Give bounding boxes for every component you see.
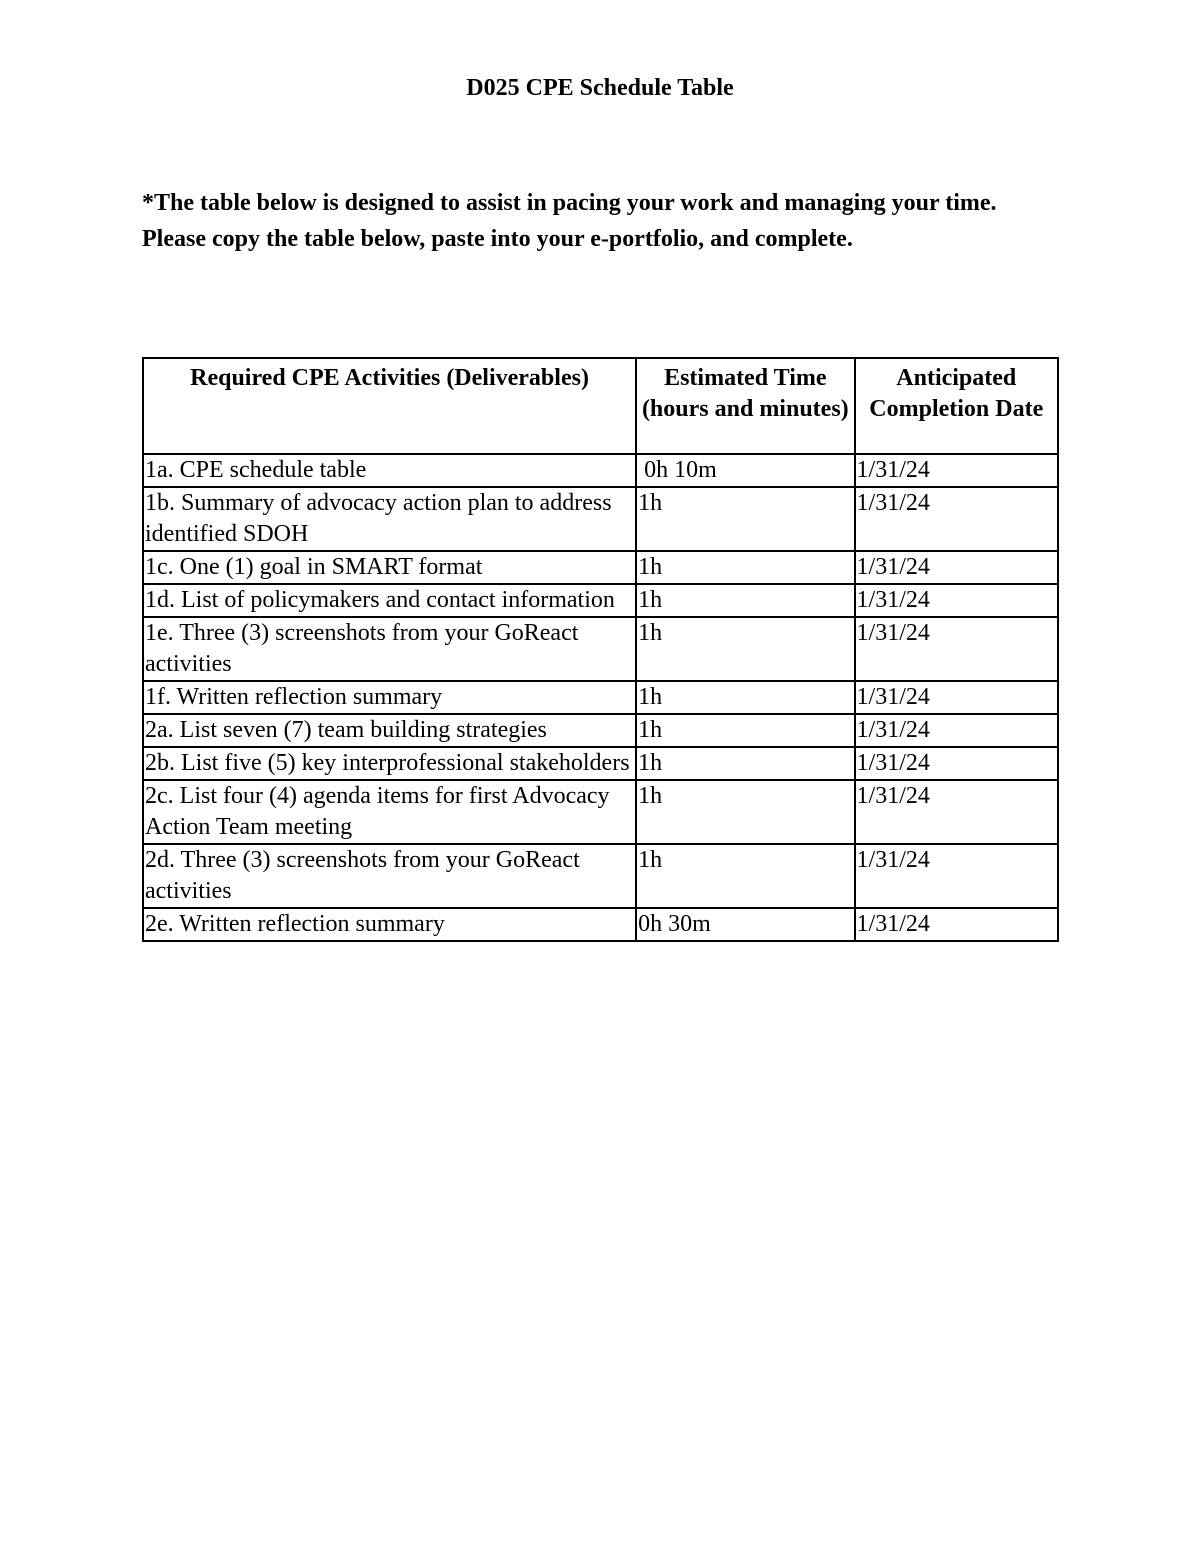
completion-date-cell: 1/31/24 <box>855 747 1058 780</box>
completion-date-cell: 1/31/24 <box>855 714 1058 747</box>
table-row <box>143 681 1058 714</box>
page-title: D025 CPE Schedule Table <box>466 75 734 101</box>
table-row <box>143 617 1058 681</box>
completion-date-cell: 1/31/24 <box>855 584 1058 617</box>
completion-date-cell: 1/31/24 <box>855 844 1058 908</box>
table-row <box>143 714 1058 747</box>
activity-cell: 1a. CPE schedule table <box>143 454 636 487</box>
estimated-time-cell: 1h <box>636 747 854 780</box>
estimated-time-cell: 1h <box>636 617 854 681</box>
estimated-time-cell: 0h 30m <box>636 908 854 941</box>
estimated-time-cell: 0h 10m <box>636 454 854 487</box>
header-activities: Required CPE Activities (Deliverables) <box>143 358 636 454</box>
activity-cell: 1d. List of policymakers and contact information <box>143 584 636 617</box>
table-row <box>143 454 1058 487</box>
completion-date-cell: 1/31/24 <box>855 454 1058 487</box>
table-row <box>143 584 1058 617</box>
table-row <box>143 908 1058 941</box>
cpe-schedule-table <box>142 357 1059 942</box>
instructions-text: *The table below is designed to assist in pacing your work and managing your time. Please copy the table below, paste into your e-portfolio, and complete. <box>142 190 997 252</box>
completion-date-cell: 1/31/24 <box>855 780 1058 844</box>
activity-cell: 2c. List four (4) agenda items for first Advocacy Action Team meeting <box>143 780 636 844</box>
estimated-time-cell: 1h <box>636 714 854 747</box>
activity-cell: 1c. One (1) goal in SMART format <box>143 551 636 584</box>
table-row <box>143 780 1058 844</box>
table-row <box>143 747 1058 780</box>
estimated-time-cell: 1h <box>636 487 854 551</box>
estimated-time-cell: 1h <box>636 584 854 617</box>
activity-cell: 2d. Three (3) screenshots from your GoReact activities <box>143 844 636 908</box>
estimated-time-cell: 1h <box>636 780 854 844</box>
completion-date-cell: 1/31/24 <box>855 487 1058 551</box>
header-completion-date: Anticipated Completion Date <box>855 358 1058 454</box>
estimated-time-cell: 1h <box>636 844 854 908</box>
estimated-time-cell: 1h <box>636 681 854 714</box>
estimated-time-cell: 1h <box>636 551 854 584</box>
activity-cell: 1b. Summary of advocacy action plan to address identified SDOH <box>143 487 636 551</box>
table-row <box>143 487 1058 551</box>
activity-cell: 2e. Written reflection summary <box>143 908 636 941</box>
activity-cell: 2b. List five (5) key interprofessional stakeholders <box>143 747 636 780</box>
completion-date-cell: 1/31/24 <box>855 908 1058 941</box>
activity-cell: 1f. Written reflection summary <box>143 681 636 714</box>
header-estimated-time: Estimated Time (hours and minutes) <box>636 358 854 454</box>
activity-cell: 1e. Three (3) screenshots from your GoReact activities <box>143 617 636 681</box>
completion-date-cell: 1/31/24 <box>855 681 1058 714</box>
table-row <box>143 551 1058 584</box>
table-row <box>143 844 1058 908</box>
completion-date-cell: 1/31/24 <box>855 551 1058 584</box>
completion-date-cell: 1/31/24 <box>855 617 1058 681</box>
activity-cell: 2a. List seven (7) team building strategies <box>143 714 636 747</box>
table-body <box>143 454 1058 941</box>
table-header-row <box>143 358 1058 454</box>
